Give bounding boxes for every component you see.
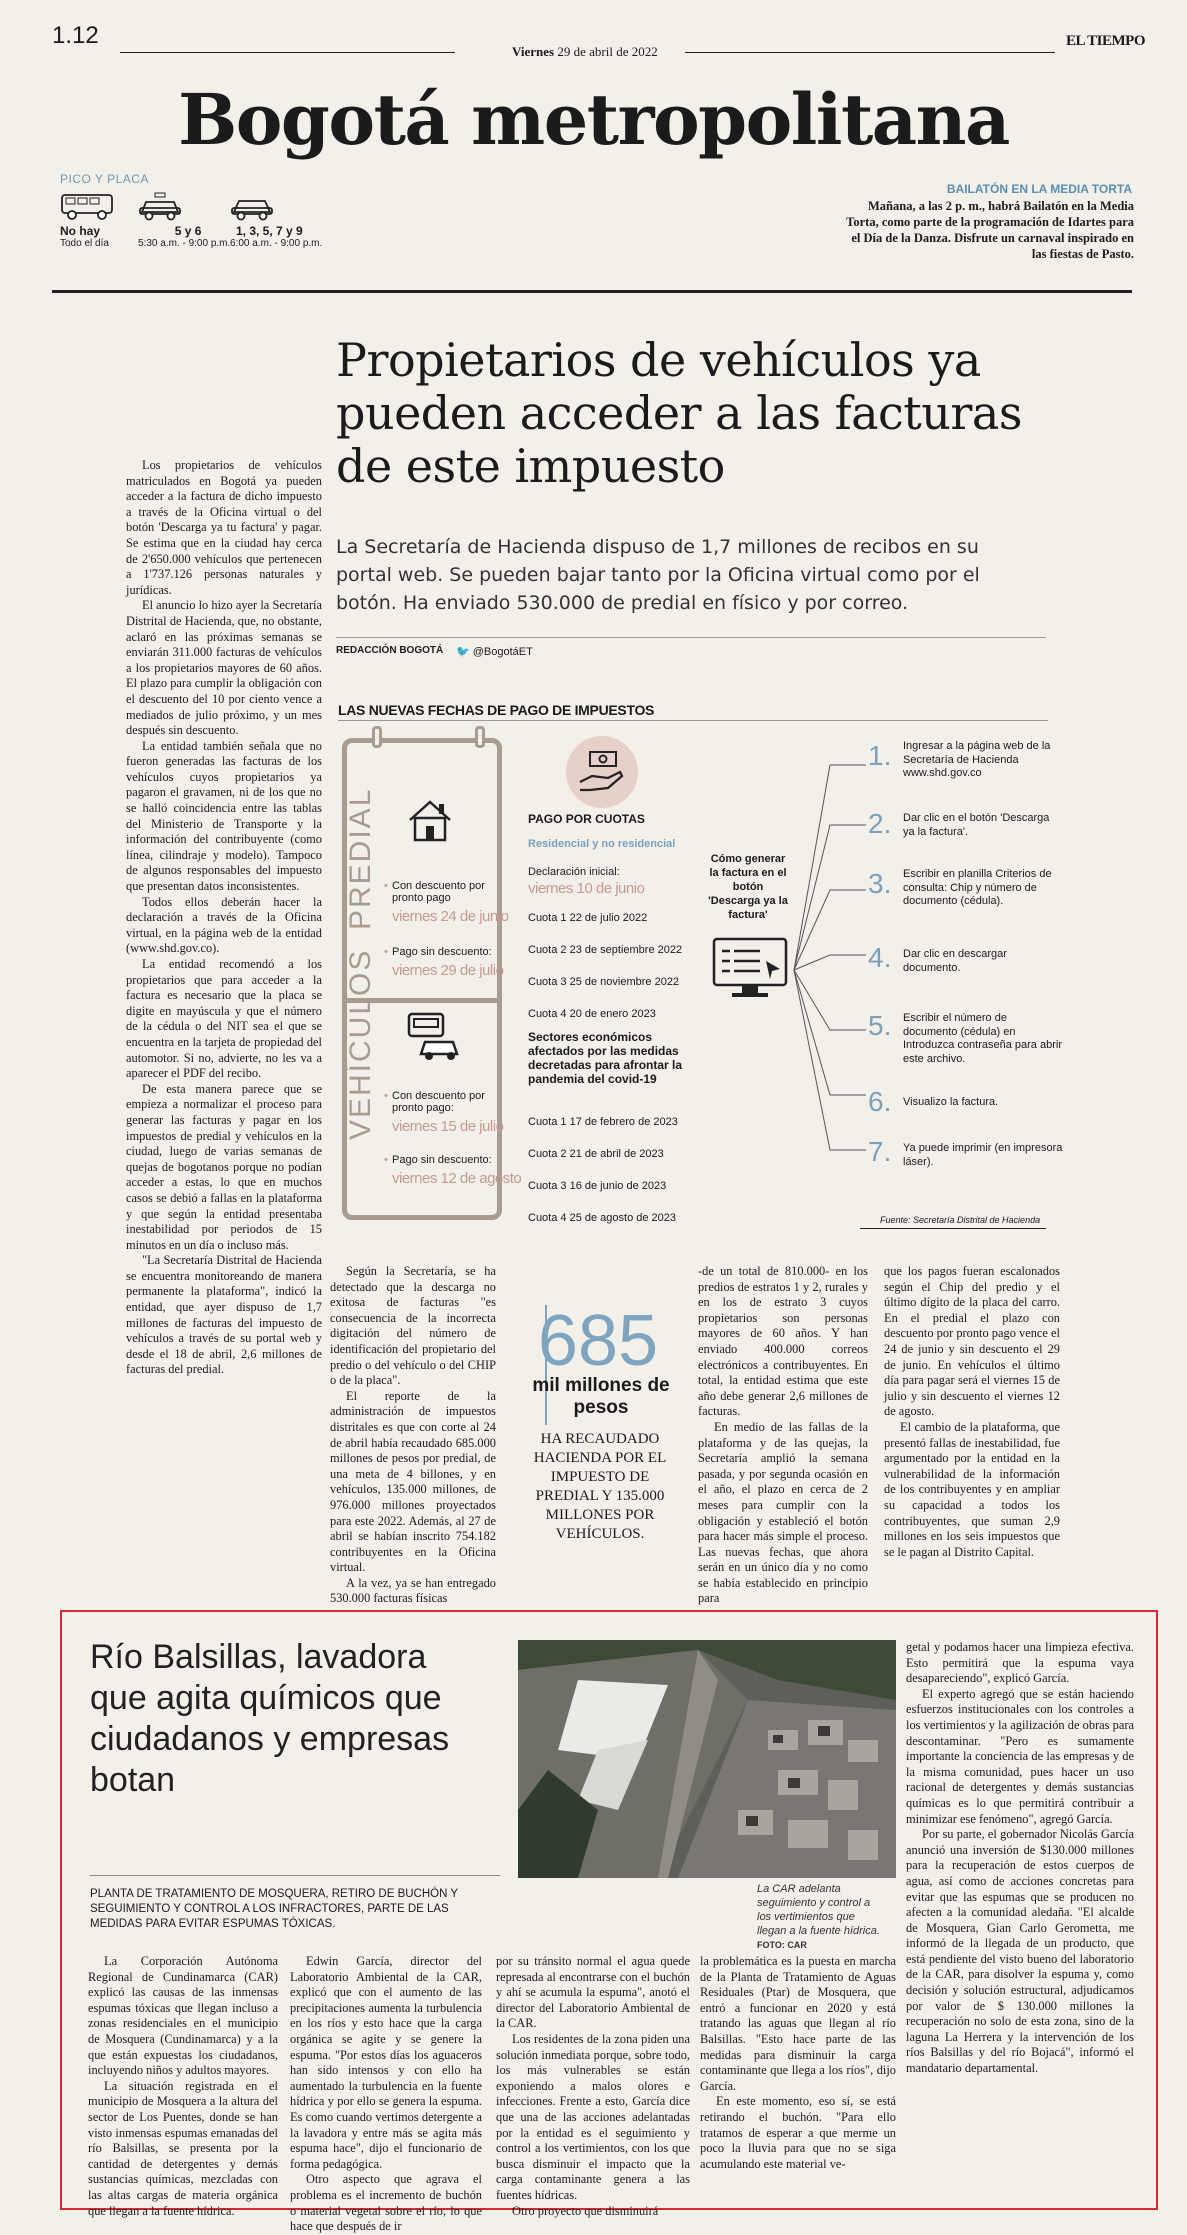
car-icon bbox=[230, 192, 274, 222]
rio-col-3 bbox=[496, 1954, 690, 2218]
step-text: Dar clic en descargar documento. bbox=[903, 948, 1007, 974]
article-col-4 bbox=[884, 1264, 1060, 1604]
pico-placa-plate: 5 y 6 bbox=[174, 224, 202, 238]
paragraph: Otro proyecto que disminuirá bbox=[512, 2203, 659, 2218]
paragraph: Otro aspecto que agrava el problema es el incremento de buchón o material vegetal sobre el río, lo que hace que después de ir bbox=[290, 2172, 482, 2234]
rio-subtitle: PLANTA DE TRATAMIENTO DE MOSQUERA, RETIRO DE BUCHÓN Y SEGUIMIENTO Y CONTROL A LOS INFRACTORES, PARTE DE LAS MEDIDAS PARA EVITAR ESPUMAS TÓXICAS. bbox=[90, 1888, 458, 1930]
stat-unit: mil millones de pesos bbox=[532, 1375, 670, 1418]
sectores-title: Sectores económicos afectados por las medidas decretadas para afrontar la pandemia del covid-19 bbox=[528, 1030, 683, 1086]
paragraph: La situación registrada en el municipio de Mosquera a la altura del sector de Los Puentes, donde se han visto inmensas espumas emanadas del río Balsillas, se presenta por la cantidad de detergentes y demás sustancias químicas, mezcladas con las altas cargas de materia orgánica que llegan a la fuente hídrica. bbox=[88, 2078, 278, 2218]
stat-description: HA RECAUDADO HACIENDA POR EL IMPUESTO DE PREDIAL Y 135.000 MILLONES POR VEHÍCULOS. bbox=[533, 1431, 667, 1542]
bullet-icon: • bbox=[384, 946, 388, 958]
article-col-1 bbox=[126, 458, 322, 1598]
paragraph: Por su parte, el gobernador Nicolás García anunció una inversión de $130.000 millones para la recuperación de estos cuerpos de agua, así como de acciones concretas para evitar que las espumas que se producen no afecten a la comunidad aledaña. "El alcalde de Mosquera, Gian Carlo Gerometta, me informó de la llegada de un producto, que está pendiente del visto bueno del laboratorio de la CAR, para disolver la espuma y, como decisión y solución estructural, adjudicamos por valor de $ 130.000 millones la recuperación no solo de esta zona, sino de la laguna La Herrera y la intervención de los ríos Balsillas y del río Bojacá", informó el mandatario departamental. bbox=[906, 1827, 1134, 2076]
infographic-rule bbox=[338, 720, 1048, 721]
paragraph: El reporte de la administración de impuestos distritales es que con corte al 24 de abril había recaudado 685.000 millones de pesos por predial, de una meta de 4 billones, y en vehículos, 135.000 millones, de 976.000 millones proyectados para este 2022. Además, al 27 de abril se habían inscrito 754.182 contribuyentes en la Oficina virtual. bbox=[330, 1388, 496, 1575]
date-rest: 29 de abril de 2022 bbox=[557, 44, 658, 59]
page-number: 1.12 bbox=[52, 22, 99, 49]
date-line bbox=[512, 44, 658, 60]
paragraph: Los residentes de la zona piden una solución inmediata porque, sobre todo, los más vulnerables se están exponiendo a malos olores e infecciones. Frente a esto, García dice que una de las acciones adelantadas por la entidad es el seguimiento y control a los vertimientos, con los que busca disminuir el impacto que la carga contaminante genera a las fuentes hídricas. bbox=[496, 2031, 690, 2202]
paragraph: por su tránsito normal el agua quede represada al encontrarse con el buchón y ahí se acumula la espuma", anotó el director del Laboratorio Ambiental de la CAR. bbox=[496, 1954, 690, 2031]
paragraph: La entidad recomendó a los propietarios que para acceder a la factura es necesario que la placa se digite en mayúscula y que el número de la cédula o del NIT sea el que se encuentra en la tarjeta de propiedad del automotor. Si no, advierte, no les va a aparecer el PDF del recibo. bbox=[126, 957, 322, 1081]
infographic-title: LAS NUEVAS FECHAS DE PAGO DE IMPUESTOS bbox=[338, 702, 655, 718]
source-rule bbox=[860, 1228, 1046, 1229]
pico-placa-taxi bbox=[138, 192, 230, 249]
article-lede: La Secretaría de Hacienda dispuso de 1,7 millones de recibos en su portal web. Se pueden bajar tanto por la Oficina virtual como por el botón. Ha enviado 530.000 de predial en físico y por correo. bbox=[336, 536, 980, 614]
aerial-photo-image bbox=[518, 1640, 896, 1878]
paragraph: La Corporación Autónoma Regional de Cundinamarca (CAR) explicó las causas de las inmensas espumas tóxicas que llegan incluso a zonas residenciales en el municipio de Mosquera (Cundinamarca) y a la que están expuestas los ciudadanos, incluyendo niños y adultos mayores. bbox=[88, 1954, 278, 2078]
section-title: Bogotá metropolitana bbox=[178, 78, 1009, 161]
paragraph: Todos ellos deberán hacer la declaración a través de la Oficina virtual, en la página web de la entidad (www.shd.gov.co). bbox=[126, 894, 322, 956]
como-generar-title: Cómo generar la factura en el botón 'Descarga ya la factura' bbox=[708, 853, 788, 921]
step-number: 4. bbox=[868, 942, 892, 973]
declaracion-label: Declaración inicial: bbox=[528, 866, 620, 878]
paragraph: La entidad también señala que no fueron generadas las facturas de los vehículos cuyos propietarios ya pagaron el gravamen, ni de los que no se halló coincidencia entre las tablas del Ministerio de Transporte y la información del contribuyente (como línea, cilindraje y modelo). Tampoco de algunos responsables del impuesto que presentan datos inconsistentes. bbox=[126, 738, 322, 894]
step-text: Ingresar a la página web de la Secretaría de Hacienda www.shd.gov.co bbox=[903, 740, 1051, 779]
paragraph: En este momento, eso sí, se está retirando el buchón. "Para ello tratamos de esperar a que merme un poco la lluvia para que no se siga acumulando este material ve- bbox=[700, 2094, 896, 2171]
veh-sin-date: viernes 12 de agosto bbox=[392, 1170, 522, 1187]
twitter-handle-text: @BogotáET bbox=[472, 646, 533, 658]
step-text: Escribir en planilla Criterios de consulta: Chip y número de documento (cédula). bbox=[903, 868, 1052, 907]
infographic-source: Fuente: Secretaría Distrital de Hacienda bbox=[880, 1215, 1041, 1225]
river-photo bbox=[518, 1640, 896, 1878]
cuota-2022: Cuota 1 22 de julio 2022 bbox=[528, 912, 648, 924]
predial-pronto-label: Con descuento por pronto pago bbox=[392, 880, 485, 904]
masthead-logo: EL TIEMPO bbox=[1066, 33, 1145, 49]
pico-placa-hours: 5:30 a.m. - 9:00 p.m. bbox=[138, 238, 231, 249]
house-icon bbox=[405, 798, 455, 844]
step-number: 5. bbox=[868, 1010, 892, 1041]
pico-placa-plate: 1, 3, 5, 7 y 9 bbox=[236, 224, 303, 238]
steps-connector bbox=[790, 745, 870, 1155]
paragraph: que los pagos fueran escalonados según el Chip del predio y el último dígito de la placa del carro. En el predial el plazo con descuento por pronto pago vence el 24 de junio y sin descuento el 29 de junio. En vehículos el último día para pagar será el viernes 15 de julio y sin descuento el viernes 12 de agosto. bbox=[884, 1264, 1060, 1419]
byline: REDACCIÓN BOGOTÁ bbox=[336, 645, 444, 656]
step-number: 1. bbox=[868, 740, 892, 771]
bullet-icon: • bbox=[384, 1090, 388, 1102]
pico-placa-hours: Todo el día bbox=[60, 238, 109, 249]
step-number: 2. bbox=[868, 808, 892, 839]
veh-pronto-date: viernes 15 de julio bbox=[392, 1118, 504, 1135]
predial-label: PREDIAL bbox=[344, 787, 377, 930]
taxi-icon bbox=[138, 192, 182, 222]
photo-credit: FOTO: CAR bbox=[757, 1940, 807, 1950]
predial-sin-date: viernes 29 de julio bbox=[392, 962, 504, 979]
twitter-handle bbox=[456, 645, 533, 658]
cuota-2022: Cuota 4 20 de enero 2023 bbox=[528, 1008, 656, 1020]
paragraph: El anuncio lo hizo ayer la Secretaría Distrital de Hacienda, que, no obstante, aclaró en las próximas semanas se enviarán 311.000 facturas de vehículos a los propietarios mayores de 60 años. El plazo para cumplir la obligación con el descuento del 10 por ciento vence a mediados de julio próximo, y un mes después sin descuento. bbox=[126, 598, 322, 738]
paragraph: -de un total de 810.000- en los predios de estratos 1 y 2, rurales y en los de estrato 3 cuyos propietarios son personas mayores de 60 años. Y han enviado 400.000 correos electrónicos a contribuyentes. En total, la entidad estima que este año debe generar 2,6 millones de facturas. bbox=[698, 1264, 868, 1419]
bus-icon bbox=[60, 192, 114, 222]
header-rule-left bbox=[120, 52, 455, 53]
paragraph: De esta manera parece que se empieza a normalizar el proceso para generar las facturas y pagar en los impuestos de predial y vehículos en la ciudad, luego de varias semanas de quejas de bogotanos porque no podían acceder a estas, lo que en muchos casos se debió a fallas en la plataforma y que según la entidad presentaba inestabilidad por periodos de 15 minutos en un día o incluso más. bbox=[126, 1081, 322, 1252]
rio-col-2 bbox=[290, 1954, 482, 2234]
brief-title: BAILATÓN EN LA MEDIA TORTA bbox=[946, 182, 1132, 196]
computer-icon bbox=[710, 935, 790, 1003]
veh-sin-label: Pago sin descuento: bbox=[392, 1154, 492, 1166]
step-number: 6. bbox=[868, 1086, 892, 1117]
rio-headline: Río Balsillas, lavadora que agita químicos que ciudadanos y empresas botan bbox=[90, 1638, 450, 1799]
section-divider bbox=[52, 290, 1132, 293]
cuota-2023: Cuota 2 21 de abril de 2023 bbox=[528, 1148, 664, 1160]
article-col-2 bbox=[330, 1264, 496, 1604]
cuota-2022: Cuota 2 23 de septiembre 2022 bbox=[528, 944, 683, 956]
rio-col-5 bbox=[906, 1640, 1134, 2204]
pico-placa-car bbox=[230, 192, 322, 249]
cuota-2023: Cuota 4 25 de agosto de 2023 bbox=[528, 1212, 677, 1224]
bullet-icon: • bbox=[384, 880, 388, 892]
twitter-icon: 🐦 bbox=[456, 646, 470, 658]
paragraph: El cambio de la plataforma, que presentó fallas de inestabilidad, fue argumentado por la entidad en la vulnerabilidad de la información de los contribuyentes y en ampliar su capacidad a todos los contribuyentes, que suman 2,9 millones en los seis impuestos que se le pagan al Distrito Capital. bbox=[884, 1419, 1060, 1559]
stat-number: 685 bbox=[537, 1301, 659, 1381]
article-headline: Propietarios de vehículos ya pueden acceder a las facturas de este impuesto bbox=[336, 333, 1022, 493]
brief-text: Mañana, a las 2 p. m., habrá Bailatón en la Media Torta, como parte de la programación de Idartes para el Día de la Danza. Disfrute un carnaval inspirado en las fiestas de Pasto. bbox=[846, 199, 1134, 261]
pico-placa-label: PICO Y PLACA bbox=[60, 172, 149, 186]
photo-caption bbox=[757, 1882, 887, 1952]
lede-rule bbox=[336, 637, 1046, 638]
step-number: 3. bbox=[868, 868, 892, 899]
paragraph: Según la Secretaría, se ha detectado que la descarga no exitosa de facturas "es consecuencia de la incorrecta digitación del número de identificación del propietario del predio o del vehículo o del CHIP o de la placa". bbox=[330, 1264, 496, 1388]
paragraph: El experto agregó que se están haciendo esfuerzos institucionales con los controles a los vertimientos y la agilización de obras para descontaminar. "Pero es sumamente importante la conciencia de las empresas y de la misma comunidad, pues hacer un uso racional de detergentes y demás sustancias químicas es lo que permitirá contribuir a minimizar ese fenómeno", agregó García. bbox=[906, 1686, 1134, 1826]
paragraph: Los propietarios de vehículos matriculados en Bogotá ya pueden acceder a la factura de dicho impuesto a través de la Oficina virtual o del botón 'Descarga ya tu factura' y pagar. Se estima que en la ciudad hay cerca de 2'650.000 vehículos que pertenecen a 1'737.126 personas naturales y jurídicas. bbox=[126, 458, 322, 597]
step-text: Ya puede imprimir (en impresora láser). bbox=[903, 1142, 1063, 1168]
paragraph: getal y podamos hacer una limpieza efectiva. Esto permitirá que la espuma vaya desapareciendo", explicó García. bbox=[906, 1640, 1134, 1686]
step-number: 7. bbox=[868, 1136, 892, 1167]
paragraph: Edwin García, director del Laboratorio Ambiental de la CAR, explicó que con el aumento de las precipitaciones aumenta la turbulencia en los ríos y esto hace que la carga orgánica se agite y se genere la espuma. "Por estos días los aguaceros han sido intensos y con ello ha aumentado la turbulencia en la fuente hídrica y por ello se genera la espuma. Es como cuando vertimos detergente a la lavadora y entre más se agita más espuma hace", dijo el funcionario de forma pedagógica. bbox=[290, 1954, 482, 2171]
paragraph: En medio de las fallas de la plataforma y de las quejas, la Secretaría amplió la semana pasada, y por segunda ocasión en el año, el plazo en cerca de 2 meses para cumplir con la obligación y estableció el botón para hacer más simple el proceso. Las nuevas fechas, que ahora serán en un único día y no como se había establecido en principio para bbox=[698, 1419, 868, 1606]
veh-pronto-label: Con descuento por pronto pago: bbox=[392, 1090, 485, 1114]
header-rule-right bbox=[685, 52, 1055, 53]
cuota-2023: Cuota 3 16 de junio de 2023 bbox=[528, 1180, 667, 1192]
pico-placa-hours: 6:00 a.m. - 9:00 p.m. bbox=[230, 238, 323, 249]
rio-col-4 bbox=[700, 1954, 896, 2204]
rio-rule bbox=[90, 1875, 500, 1876]
predial-pronto-date: viernes 24 de junio bbox=[392, 908, 509, 925]
article-col-3 bbox=[698, 1264, 868, 1604]
step-text: Visualizo la factura. bbox=[903, 1096, 999, 1108]
cuotas-subtitle: Residencial y no residencial bbox=[528, 838, 676, 850]
cuota-2022: Cuota 3 25 de noviembre 2022 bbox=[528, 976, 680, 988]
calendar-ring bbox=[475, 726, 485, 748]
vehicles-icon bbox=[405, 1010, 461, 1062]
money-hand-icon bbox=[576, 746, 628, 798]
paragraph: "La Secretaría Distrital de Hacienda se encuentra monitoreando de manera permanente la plataforma", indicó la entidad, que ayer dispuso de 1,7 millones de facturas del impuesto de vehículos a través de su portal web y desde el 18 de abril, 2,6 millones de facturas del predial. bbox=[126, 1253, 322, 1377]
pico-placa-plate: No hay bbox=[60, 224, 101, 238]
step-text: Dar clic en el botón 'Descarga ya la factura'. bbox=[903, 812, 1050, 838]
calendar-ring bbox=[372, 726, 382, 748]
cuotas-title: PAGO POR CUOTAS bbox=[528, 812, 645, 826]
declaracion-date: viernes 10 de junio bbox=[528, 880, 645, 897]
paragraph: A la vez, ya se han entregado 530.000 facturas físicas bbox=[330, 1575, 496, 1606]
date-day: Viernes bbox=[512, 44, 555, 59]
pico-placa-bus bbox=[60, 192, 114, 249]
paragraph: la problemática es la puesta en marcha de la Planta de Tratamiento de Aguas Residuales (Ptar) de Mosquera, que entró a funcionar en 2020 y está tratando las aguas que llegan al río Balsillas. "Esto hace parte de las medidas para disminuir la carga contaminante que llega a los ríos", dijo García. bbox=[700, 1954, 896, 2093]
vehiculos-label: VEHÍCULOS bbox=[344, 948, 377, 1140]
bullet-icon: • bbox=[384, 1154, 388, 1166]
cuota-2023: Cuota 1 17 de febrero de 2023 bbox=[528, 1116, 678, 1128]
step-text: Escribir el número de documento (cédula) en Introduzca contraseña para abrir este archivo. bbox=[903, 1012, 1062, 1065]
photo-caption-text: La CAR adelanta seguimiento y control a los vertimientos que llegan a la fuente hídrica. bbox=[757, 1883, 880, 1937]
predial-sin-label: Pago sin descuento: bbox=[392, 946, 492, 958]
rio-col-1 bbox=[88, 1954, 278, 2218]
